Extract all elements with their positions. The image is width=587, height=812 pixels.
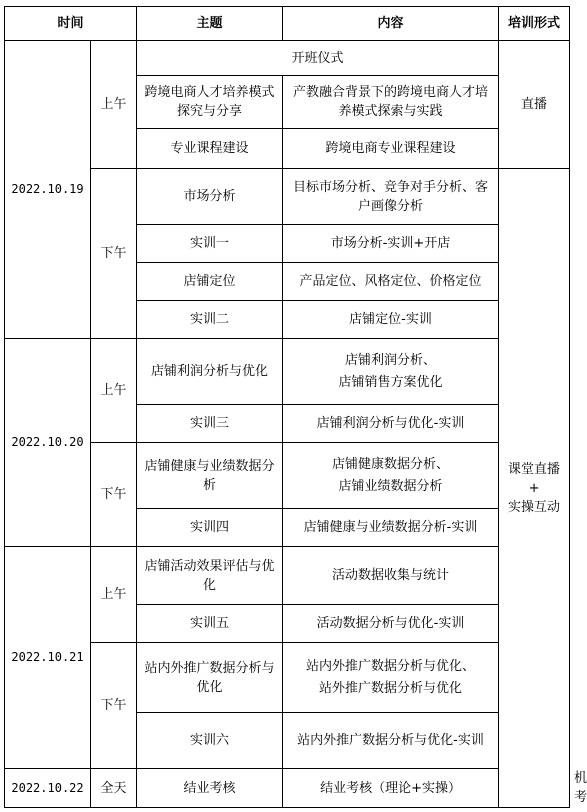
header-topic: 主题 [137,7,283,41]
topic-cell: 专业课程建设 [137,129,283,169]
table-row [5,339,570,405]
content-cell: 跨境电商专业课程建设 [283,129,499,169]
topic-cell: 店铺利润分析与优化 [137,339,283,405]
content-cell: 活动数据分析与优化-实训 [283,605,499,643]
content-cell: 站内外推广数据分析与优化-实训 [283,713,499,769]
table-row: 2022.10.22 全天 结业考核 结业考核（理论+实操） 机考 [5,769,570,808]
content-cell [283,339,499,405]
content-cell: 目标市场分析、竞争对手分析、客户画像分析 [283,169,499,225]
header-time: 时间 [5,7,137,41]
content-cell: 结业考核（理论+实操） [283,769,499,808]
content-cell: 店铺健康与业绩数据分析-实训 [283,509,499,547]
format-cell-classroom [499,169,570,808]
topic-cell: 店铺定位 [137,263,283,301]
table-row [5,547,570,605]
format-cell-live: 直播 [499,41,570,169]
topic-cell: 实训六 [137,713,283,769]
content-line: 站外推广数据分析与优化 [319,681,463,696]
header-content: 内容 [283,7,499,41]
format-line: 课堂直播 [508,461,561,477]
topic-cell: 实训三 [137,405,283,443]
period-cell: 下午 [91,443,137,547]
topic-cell: 市场分析 [137,169,283,225]
table-row [5,41,570,76]
topic-cell: 店铺健康与业绩数据分析 [137,443,283,509]
period-cell: 上午 [91,41,137,169]
header-row [5,7,570,41]
content-cell [283,443,499,509]
content-cell: 店铺利润分析与优化-实训 [283,405,499,443]
content-cell [283,643,499,713]
topic-cell: 实训一 [137,225,283,263]
content-cell: 产教融合背景下的跨境电商人才培养模式探索与实践 [283,76,499,129]
content-line: 店铺健康数据分析、 [332,457,450,472]
training-schedule-table [4,6,587,808]
period-cell: 下午 [91,169,137,339]
content-line: 店铺业绩数据分析 [338,479,443,494]
topic-cell: 跨境电商人才培养模式探究与分享 [137,76,283,129]
topic-cell: 店铺活动效果评估与优化 [137,547,283,605]
opening-ceremony-cell: 开班仪式 [137,41,499,76]
content-line: 店铺销售方案优化 [338,375,443,390]
period-cell: 全天 [91,769,137,808]
content-cell: 产品定位、风格定位、价格定位 [283,263,499,301]
topic-cell: 结业考核 [137,769,283,808]
date-cell: 2022.10.21 [5,547,91,769]
content-cell: 活动数据收集与统计 [283,547,499,605]
format-line: + [528,480,540,496]
content-line: 站内外推广数据分析与优化、 [306,659,476,674]
period-cell: 上午 [91,339,137,443]
date-cell: 2022.10.19 [5,41,91,339]
format-line: 实操互动 [508,499,561,515]
date-cell: 2022.10.20 [5,339,91,547]
content-cell: 市场分析-实训+开店 [283,225,499,263]
period-cell: 上午 [91,547,137,643]
period-cell: 下午 [91,643,137,769]
topic-cell: 实训二 [137,301,283,339]
topic-cell: 站内外推广数据分析与优化 [137,643,283,713]
header-format: 培训形式 [499,7,570,41]
topic-cell: 实训四 [137,509,283,547]
date-cell: 2022.10.22 [5,769,91,808]
content-cell: 店铺定位-实训 [283,301,499,339]
topic-cell: 实训五 [137,605,283,643]
content-line: 店铺利润分析、 [345,353,437,368]
